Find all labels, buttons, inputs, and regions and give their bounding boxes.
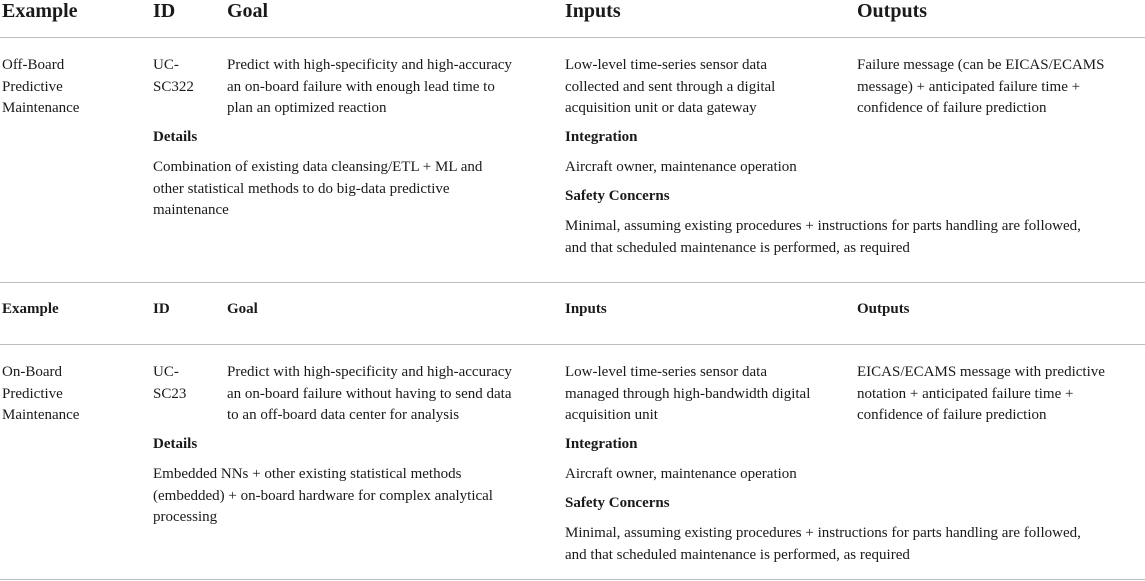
details-label: Details [153, 436, 198, 452]
example-line: Predictive [2, 78, 63, 95]
safety-line: and that scheduled maintenance is performed, as required [565, 546, 910, 563]
header-example: Example [2, 0, 78, 22]
example-line: Predictive [2, 385, 63, 402]
header-id: ID [153, 301, 170, 317]
outputs-line: confidence of failure prediction [857, 407, 1047, 423]
example-line: Maintenance [2, 100, 80, 116]
header-outputs: Outputs [857, 0, 928, 22]
outputs-line: confidence of failure prediction [857, 100, 1047, 116]
example-line: Off-Board [2, 57, 65, 73]
inputs-line: acquisition unit or data gateway [565, 100, 757, 116]
details-line: (embedded) + on-board hardware for complex analytical [153, 487, 493, 504]
outputs-line: notation + anticipated failure time + [857, 385, 1074, 402]
inputs-line: Low-level time-series sensor data [565, 57, 768, 73]
id-line: SC322 [153, 78, 194, 95]
inputs-line: managed through high-bandwidth digital [565, 385, 811, 402]
goal-line: Predict with high-specificity and high-accuracy [227, 364, 512, 380]
details-line: Embedded NNs + other existing statistical methods [153, 466, 462, 482]
divider [0, 37, 1145, 38]
id-line: UC- [153, 364, 179, 380]
goal-line: to an off-board data center for analysis [227, 407, 460, 423]
integration-text: Aircraft owner, maintenance operation [565, 159, 797, 175]
goal-line: an on-board failure with enough lead time to [227, 78, 495, 95]
id-line: SC23 [153, 385, 187, 402]
details-line: other statistical methods to do big-data predictive [153, 180, 450, 197]
header-id: ID [153, 0, 176, 22]
safety-line: and that scheduled maintenance is performed, as required [565, 239, 910, 256]
header-inputs: Inputs [565, 0, 621, 22]
outputs-line: EICAS/ECAMS message with predictive [857, 364, 1105, 380]
details-line: Combination of existing data cleansing/ETL + ML and [153, 159, 483, 175]
divider [0, 344, 1145, 345]
divider [0, 579, 1145, 580]
integration-label: Integration [565, 129, 638, 145]
safety-line: Minimal, assuming existing procedures + instructions for parts handling are followed, [565, 218, 1081, 234]
details-label: Details [153, 129, 198, 145]
safety-line: Minimal, assuming existing procedures + instructions for parts handling are followed, [565, 525, 1081, 541]
integration-label: Integration [565, 436, 638, 452]
header-outputs: Outputs [857, 301, 910, 317]
inputs-line: collected and sent through a digital [565, 78, 776, 95]
goal-line: plan an optimized reaction [227, 100, 387, 116]
header-goal: Goal [227, 301, 258, 317]
safety-label: Safety Concerns [565, 495, 670, 511]
header-example: Example [2, 301, 59, 317]
id-line: UC- [153, 57, 179, 73]
header-goal: Goal [227, 0, 269, 22]
divider [0, 282, 1145, 283]
integration-text: Aircraft owner, maintenance operation [565, 466, 797, 482]
details-line: maintenance [153, 202, 229, 218]
inputs-line: acquisition unit [565, 407, 658, 423]
header-inputs: Inputs [565, 301, 607, 317]
goal-line: an on-board failure without having to send data [227, 385, 512, 402]
safety-label: Safety Concerns [565, 188, 670, 204]
example-line: Maintenance [2, 407, 80, 423]
details-line: processing [153, 509, 218, 525]
example-line: On-Board [2, 364, 62, 380]
goal-line: Predict with high-specificity and high-accuracy [227, 57, 512, 73]
outputs-line: Failure message (can be EICAS/ECAMS [857, 57, 1105, 73]
inputs-line: Low-level time-series sensor data [565, 364, 768, 380]
outputs-line: message) + anticipated failure time + [857, 78, 1081, 95]
